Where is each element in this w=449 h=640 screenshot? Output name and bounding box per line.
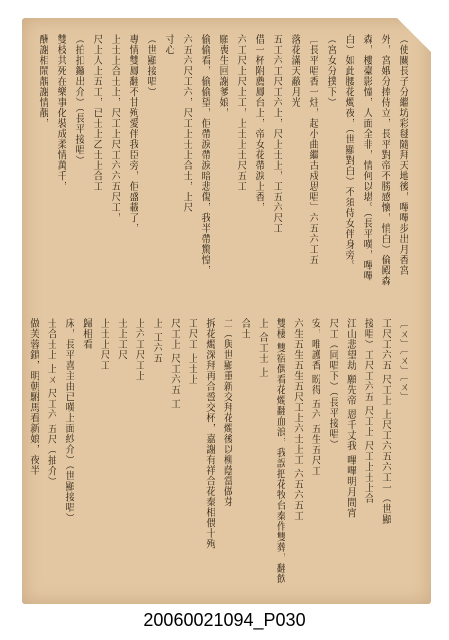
text-column: 〔長平唱香一炷，起小曲繼古戍思唱〕六五六工五: [307, 34, 318, 265]
text-column: 六五六尺工六，尺工上士上合士，上尺: [181, 34, 192, 213]
document-page: [22, 18, 431, 604]
text-column: 借一杯附薦鳳台上，帝女花帶淚上香，: [253, 34, 264, 213]
text-column: 二（與世顯重新交拜花燭後以柳蔭當做芽: [221, 318, 233, 507]
text-column: 尺工（同唱下）（長平接唱）: [327, 318, 338, 450]
text-column: 上士上尺工: [98, 318, 110, 371]
text-column: 寸心: [163, 34, 174, 55]
text-column: 合士: [239, 318, 250, 339]
text-column: 願喪生回謝爹娘，: [217, 34, 228, 118]
text-column: 專情雙鳳翻不甘殉愛伴我臣旁，佢盛載了，: [127, 34, 138, 234]
text-column: 工尺工 上士上: [186, 318, 198, 385]
text-column: 森，樓臺影憧，人面全非，情何以堪。（長平嘆，嗶嗶: [361, 34, 372, 281]
text-column: 歸相看: [80, 318, 92, 350]
text-column: 床，長平喜主由已嘆上面紗介）（世顯接唱）: [63, 318, 74, 523]
text-column: 上 合工士 上: [256, 318, 268, 378]
text-column: 做芙蓉鎖，明朝駙馬看新娘，夜半: [27, 318, 39, 476]
text-column: 士上工尺: [115, 318, 127, 360]
text-column: 士合士上 上ㄨ 尺工六 五尺（抽介）: [45, 318, 57, 487]
text-column: 接唱）工尺工六五 尺工上 尺工上士上合: [362, 318, 374, 504]
text-column: 上六工尺工上: [133, 318, 145, 381]
text-column: 上 工六五: [151, 318, 162, 364]
text-column: 雙棲 雙宿偶看花燭翻血浪，我誤把花牧台秦作雙葬，翻飲: [274, 318, 286, 585]
text-column: 尺工上 尺工六五 工: [168, 318, 180, 410]
text-column: （世顯接唱）: [145, 34, 156, 97]
text-column: 外，宮娥分捧侍立，長平對帝不勝感懷，悄白）倫殿森: [379, 34, 390, 286]
text-column: 江山悲望劫 願先帝 恩千丈我 嗶嗶明月間宵: [344, 318, 356, 519]
text-column: 六生五生五生五尺工上六士上工 六五六五工: [291, 318, 303, 522]
text-column: 白）如此腰花燭夜，（世顯對白）不須侍女伴身旁。: [343, 34, 354, 271]
archive-id-caption: 20060021094_P030: [143, 610, 306, 630]
text-column: 六工尺上尺上工，上士上士尺五工: [235, 34, 246, 192]
text-column: 落花滿天蔽月光: [289, 34, 300, 108]
text-column: 偷偷看，偷偷望，佢帶淚帶淚暗悲傷，我半帶驚惶，: [199, 34, 210, 276]
text-column: 工尺工六五 尺工上 上尺工六五六工一（世顯: [379, 318, 391, 525]
text-column: （使關長子分繼坊彩毬隨拜天地後，嗶嗶步出月香宮: [397, 34, 408, 276]
text-column: 上士上合士上，尺工上尺工六六五尺工，: [109, 34, 120, 223]
text-column: 安，唯護香 盼得 五六 五生五尺工: [309, 318, 321, 477]
text-column: （拍扣鑼出介）（長平接唱）: [73, 34, 84, 166]
text-column: 〔ㄨ〕〔ㄨ〕〔ㄨ〕: [397, 318, 409, 403]
text-column: （宮女分撲下）: [325, 34, 336, 108]
text-column: 尺上人上五工，已士上乙士上合工: [91, 34, 102, 192]
text-column: 五工六工尺工六上，尺上士上，工五六尺工: [271, 34, 282, 234]
text-column: 拆花燭深拜再合巹交杯，嘉謝有祥合花秦相偎十殉: [203, 318, 215, 549]
text-column: 雙枝共死在樂事化裝成柔情萬千，: [55, 34, 66, 192]
text-column: 酬謝相鬧靚謝情靚，: [37, 34, 48, 129]
